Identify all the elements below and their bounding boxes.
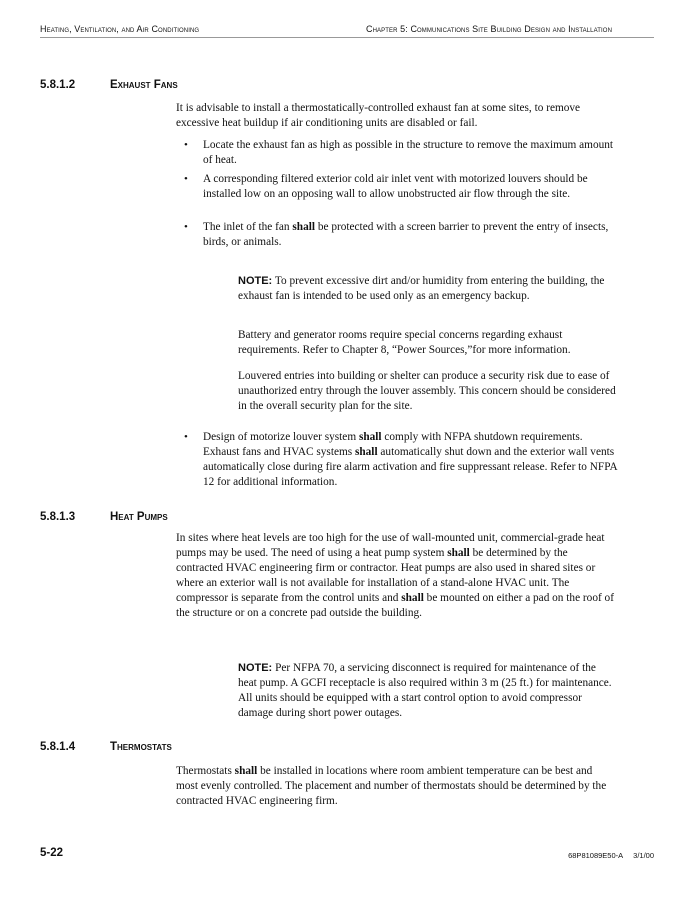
exhaust-note-3: Louvered entries into building or shelter can produce a security risk due to ease of unauthorized entry through the louver assembly. This concern should be considered in the overall security plan for the site. (238, 370, 616, 412)
note-label: NOTE: (238, 275, 273, 287)
running-header-right: Chapter 5: Communications Site Building Design and Installation (366, 24, 612, 34)
header-rule (40, 37, 654, 38)
document-id: 68P81089E50-A 3/1/00 (568, 851, 654, 860)
exhaust-note-2: Battery and generator rooms require special concerns regarding exhaust requirements. Refer to Chapter 8, “Power Sources,”for more information. (238, 329, 571, 356)
bullet-icon: • (184, 139, 188, 151)
exhaust-bullet-1: Locate the exhaust fan as high as possible in the structure to remove the maximum amount of heat. (203, 139, 614, 166)
section-heading-heat-pumps (40, 511, 168, 523)
bullet-icon: • (184, 173, 188, 185)
exhaust-bullet-3: The inlet of the fan shall be protected with a screen barrier to prevent the entry of insects, birds, or animals. (203, 221, 609, 248)
section-number: 5.8.1.4 (40, 741, 76, 753)
section-heading-exhaust-fans (40, 79, 178, 91)
note-label: NOTE: (238, 662, 273, 674)
exhaust-note-1: NOTE: To prevent excessive dirt and/or humidity from entering the building, the exhaust fan is intended to be used only as an emergency backup. (238, 275, 605, 302)
exhaust-bullet-2: A corresponding filtered exterior cold air inlet vent with motorized louvers should be installed low on an opposing wall to allow unobstructed air flow through the site. (203, 173, 588, 200)
bullet-icon: • (184, 221, 188, 233)
section-number: 5.8.1.3 (40, 511, 76, 523)
running-header-left: Heating, Ventilation, and Air Conditioning (40, 24, 200, 34)
section-heading-thermostats (40, 741, 172, 753)
bullet-icon: • (184, 431, 188, 443)
exhaust-intro-paragraph: It is advisable to install a thermostatically-controlled exhaust fan at some sites, to remove excessive heat buildup if air conditioning units are disabled or fail. (176, 102, 581, 129)
exhaust-bullet-4: Design of motorize louver system shall comply with NFPA shutdown requirements. Exhaust fans and HVAC systems shall automatically shut down and the exterior wall vents automatically close during fire alarm activation and fire suppressant release. Refer to NFPA 12 for additional information. (203, 431, 617, 488)
heat-pumps-note: NOTE: Per NFPA 70, a servicing disconnect is required for maintenance of the heat pump. A GCFI receptacle is also required within 3 m (25 ft.) for maintenance. All units should be equipped with a start control option to avoid compressor damage during short power outages. (238, 662, 612, 719)
section-number: 5.8.1.2 (40, 79, 76, 91)
section-title: Exhaust Fans (110, 79, 178, 91)
section-title: Thermostats (110, 741, 172, 753)
section-title: Heat Pumps (110, 511, 168, 523)
heat-pumps-paragraph: In sites where heat levels are too high for the use of wall-mounted unit, commercial-grade heat pumps may be used. The need of using a heat pump system shall be determined by the contracted HVAC engineering firm or contractor. Heat pumps are also used in shared sites or where an exterior wall is not available for installation of a stand-alone HVAC unit. The compressor is separate from the control units and shall be mounted on either a pad on the roof of the structure or on a concrete pad outside the building. (176, 532, 614, 619)
page-number: 5-22 (40, 847, 64, 859)
thermostats-paragraph: Thermostats shall be installed in locations where room ambient temperature can be best and most evenly controlled. The placement and number of thermostats should be determined by the contracted HVAC engineering firm. (176, 765, 607, 807)
